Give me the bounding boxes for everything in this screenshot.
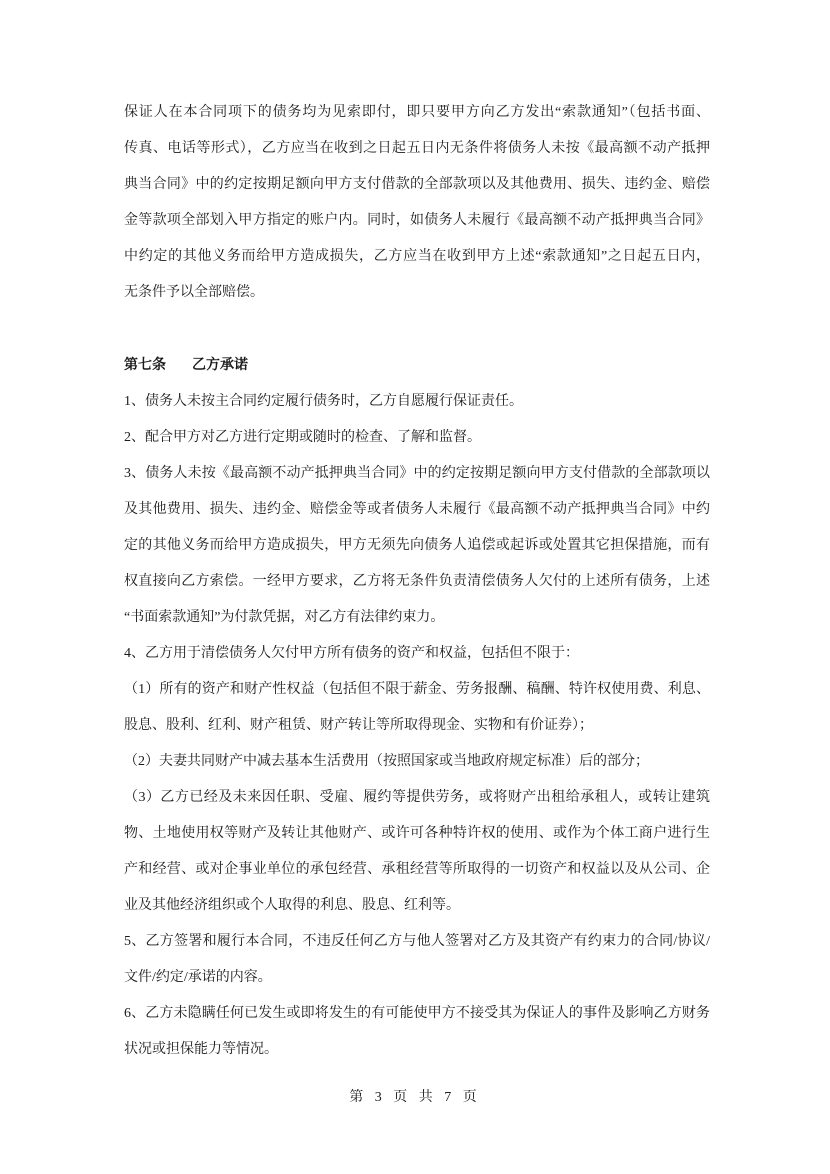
clause-line: 产和经营、或对企事业单位的承包经营、承租经营等所取得的一切资产和权益以及从公司、企 <box>124 862 710 877</box>
text-line: 中约定的其他义务而给甲方造成损失，乙方应当在收到甲方上述“索款通知”之日起五日内， <box>124 249 710 264</box>
text-line: 传真、电话等形式），乙方应当在收到之日起五日内无条件将债务人未按《最高额不动产抵押 <box>124 141 710 156</box>
clause-line: 及其他费用、损失、违约金、赔偿金等或者债务人未履行《最高额不动产抵押典当合同》中约 <box>124 502 710 517</box>
clause-line: 股息、股利、红利、财产租赁、财产转让等所取得现金、实物和有价证券）； <box>124 718 593 733</box>
clause-line: 文件/约定/承诺的内容。 <box>124 970 272 985</box>
clause-line: 状况或担保能力等情况。 <box>124 1042 278 1057</box>
clause-line: 4、乙方用于清偿债务人欠付甲方所有债务的资产和权益，包括但不限于： <box>124 646 579 661</box>
clause-line: 权直接向乙方索偿。一经甲方要求，乙方将无条件负责清偿债务人欠付的上述所有债务，上述 <box>124 574 710 589</box>
article-heading <box>124 356 710 376</box>
text-line: 无条件予以全部赔偿。 <box>124 285 264 300</box>
clause-line: 3、债务人未按《最高额不动产抵押典当合同》中的约定按期足额向甲方支付借款的全部款项以 <box>124 466 710 481</box>
article-title: 乙方承诺 <box>192 358 248 373</box>
clause-line: （1）所有的资产和财产性权益（包括但不限于薪金、劳务报酬、稿酬、特许权使用费、利息、 <box>124 682 710 697</box>
clause-line: 物、土地使用权等财产及转让其他财产、或许可各种特许权的使用、或作为个体工商户进行生 <box>124 826 710 841</box>
clause-line: （3）乙方已经及未来因任职、受雇、履约等提供劳务，或将财产出租给承租人，或转让建筑 <box>124 790 710 805</box>
clause-line: 1、债务人未按主合同约定履行债务时，乙方自愿履行保证责任。 <box>124 394 523 409</box>
article-number: 第七条 <box>124 358 166 373</box>
text-line: 金等款项全部划入甲方指定的账户内。同时，如债务人未履行《最高额不动产抵押典当合同》 <box>124 213 710 228</box>
clause-line: 2、配合甲方对乙方进行定期或随时的检查、了解和监督。 <box>124 430 481 445</box>
text-line: 典当合同》中的约定按期足额向甲方支付借款的全部款项以及其他费用、损失、违约金、赔偿 <box>124 177 710 192</box>
clause-line: 定的其他义务而给甲方造成损失，甲方无须先向债务人追偿或起诉或处置其它担保措施，而有 <box>124 538 710 553</box>
clause-line: 业及其他经济组织或个人取得的利息、股息、红利等。 <box>124 898 460 913</box>
page-number: 第 3 页 共 7 页 <box>349 1090 481 1105</box>
clause-line: （2）夫妻共同财产中减去基本生活费用（按照国家或当地政府规定标准）后的部分； <box>124 754 649 769</box>
clause-line: 6、乙方未隐瞒任何已发生或即将发生的有可能使甲方不接受其为保证人的事件及影响乙方财务 <box>124 1006 710 1021</box>
text-line: 保证人在本合同项下的债务均为见索即付，即只要甲方向乙方发出“索款通知”（包括书面、 <box>124 105 710 120</box>
clause-line: 5、乙方签署和履行本合同，不违反任何乙方与他人签署对乙方及其资产有约束力的合同/协议/ <box>124 934 710 949</box>
clause-line: “书面索款通知”为付款凭据，对乙方有法律约束力。 <box>124 610 445 625</box>
